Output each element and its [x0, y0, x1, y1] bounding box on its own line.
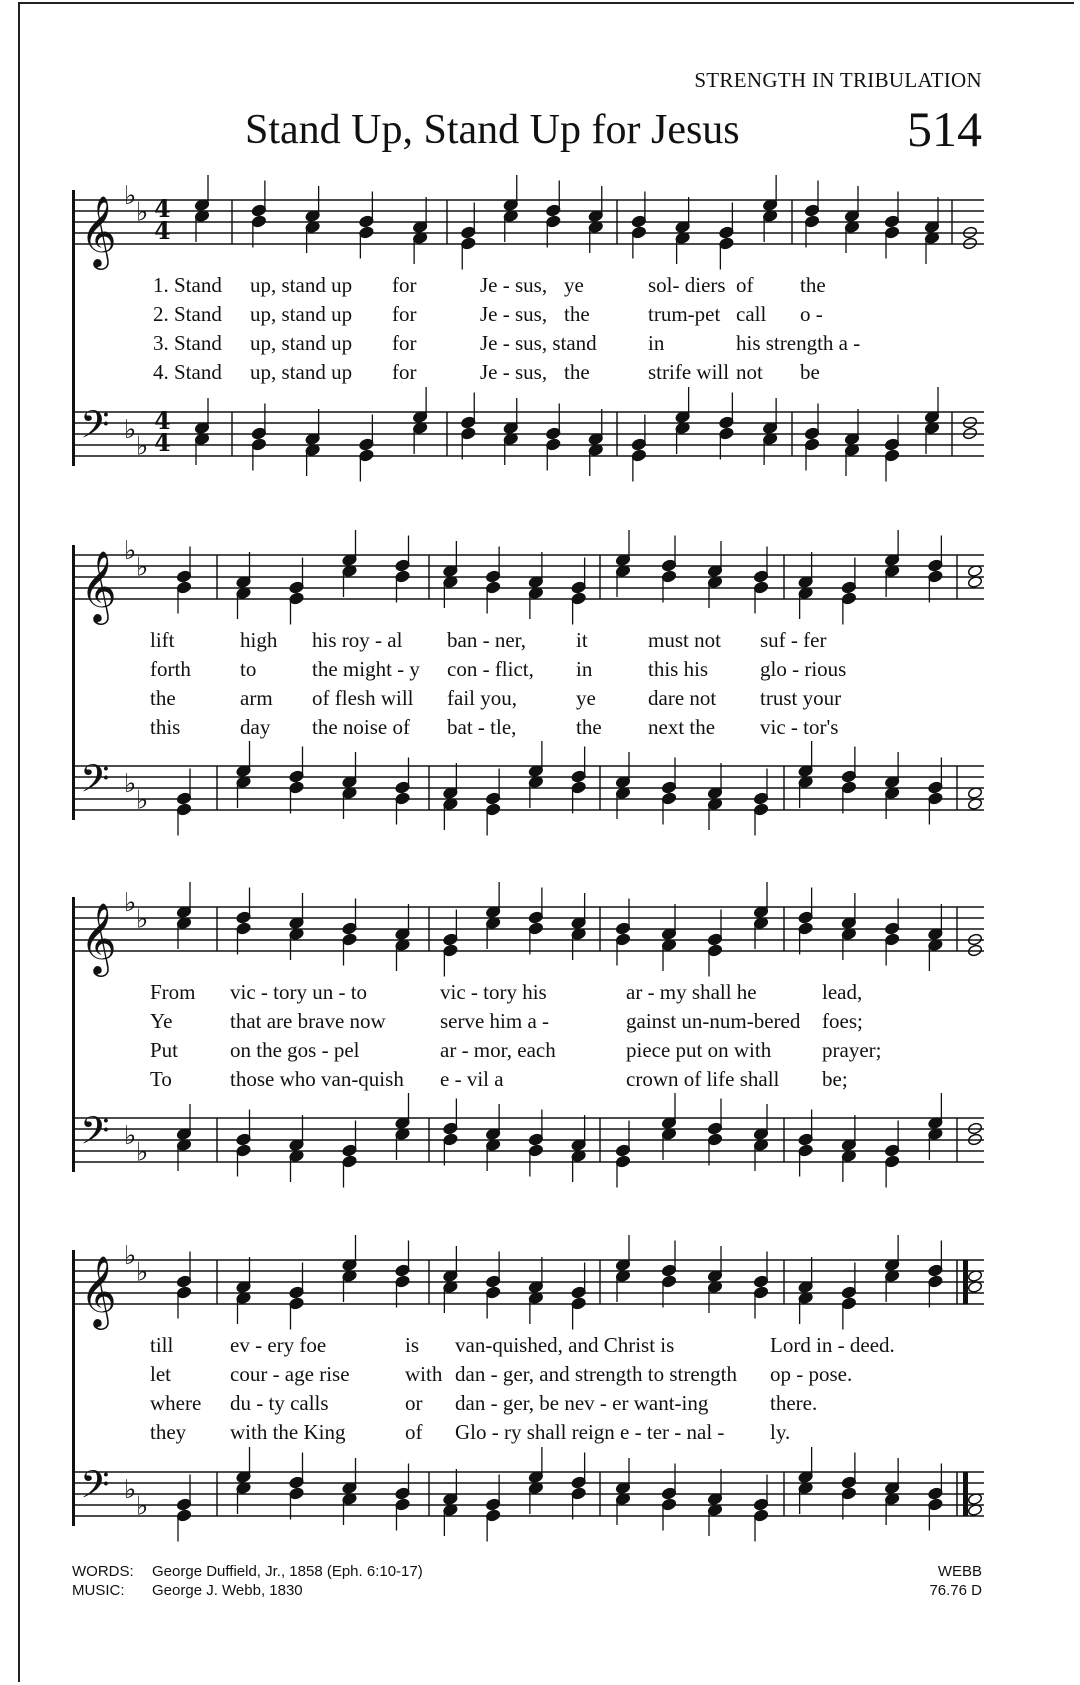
lyric-syllable: con - flict, [447, 657, 534, 681]
lyric-syllable: up, stand up [250, 331, 353, 355]
lyric-syllable: his roy - al [312, 628, 403, 652]
lyric-syllable: where [150, 1391, 202, 1415]
lyric-syllable: lead, [822, 980, 863, 1004]
lyric-syllable: on the gos - pel [230, 1038, 360, 1062]
treble-clef-icon: 𝄞 [80, 194, 117, 267]
lyric-syllable: trust your [760, 686, 842, 710]
lyric-syllable: the [800, 273, 826, 297]
credits-left [72, 1562, 423, 1600]
lyric-syllable: till [150, 1333, 174, 1357]
final-barline [963, 1472, 968, 1516]
lyric-syllable: this his [648, 657, 709, 681]
lyric-syllable: cour - age rise [230, 1362, 350, 1386]
flat-icon: ♭ [136, 1491, 149, 1522]
lyric-syllable: up, stand up [250, 273, 353, 297]
lyric-syllable: suf - fer [760, 628, 827, 652]
treble-clef-icon: 𝄞 [80, 1254, 117, 1327]
flat-icon: ♭ [124, 1241, 137, 1271]
lyric-syllable: To [150, 1067, 172, 1091]
lyric-syllable: must not [648, 628, 721, 652]
lyric-syllable: with the King [230, 1420, 346, 1444]
lyric-syllable: fail you, [447, 686, 517, 710]
lyric-syllable: Put [150, 1038, 179, 1062]
lyric-syllable: ev - ery foe [230, 1333, 327, 1357]
tune-name: WEBB [937, 1563, 982, 1580]
bass-staff [72, 1108, 984, 1172]
lyric-syllable: the [564, 360, 590, 384]
lyric-syllable: Je - sus, [480, 360, 548, 384]
lyric-syllable: in [648, 331, 665, 355]
lyric-syllable: vic - tory un - to [230, 980, 368, 1004]
lyric-syllable: up, stand up [250, 302, 353, 326]
lyric-syllable: 2. Stand [153, 302, 222, 326]
lyric-syllable: there. [770, 1391, 818, 1415]
lyric-syllable: sol- diers [648, 273, 726, 297]
flat-icon: ♭ [136, 431, 149, 462]
flat-icon: ♭ [136, 1257, 149, 1288]
lyric-syllable: 1. Stand [153, 273, 222, 297]
lyric-syllable: op - pose. [770, 1362, 853, 1386]
lyric-syllable: this [150, 715, 181, 739]
bass-staff [72, 756, 984, 820]
bass-staff [72, 1462, 984, 1526]
lyric-syllable: 3. Stand [153, 331, 222, 355]
lyric-syllable: his strength a - [736, 331, 861, 355]
lyric-syllable: dan - ger, be nev - er want-ing [455, 1391, 709, 1415]
lyric-syllable: with [405, 1362, 443, 1386]
lyric-syllable: is [405, 1333, 420, 1357]
lyric-syllable: Glo - ry shall reign e - ter - nal - [455, 1420, 725, 1444]
lyric-syllable: to [240, 657, 257, 681]
lyric-syllable: next the [648, 715, 716, 739]
lyric-syllable: serve him a - [440, 1009, 550, 1033]
time-signature-icon: 4 [154, 428, 171, 457]
lyric-syllable: Ye [150, 1009, 173, 1033]
lyric-syllable: 4. Stand [153, 360, 222, 384]
lyric-syllable: Je - sus, stand [480, 331, 597, 355]
bass-staff [72, 402, 984, 466]
treble-clef-icon: 𝄞 [80, 901, 117, 974]
treble-staff [72, 536, 984, 622]
music-credit [72, 1581, 423, 1600]
lyric-syllable: be; [822, 1067, 848, 1091]
time-signature-icon: 4 [154, 216, 171, 245]
lyric-syllable: vic - tor's [760, 715, 839, 739]
flat-icon: ♭ [136, 197, 149, 228]
bass-clef-icon: 𝄢 [80, 1462, 110, 1516]
treble-staff [72, 1241, 984, 1327]
lyric-syllable: ban - ner, [447, 628, 527, 652]
lyric-syllable: ye [564, 273, 584, 297]
flat-icon: ♭ [124, 536, 137, 566]
final-barline [963, 1260, 968, 1304]
lyric-syllable: van-quished, and Christ is [455, 1333, 675, 1357]
flat-icon: ♭ [124, 1121, 137, 1151]
lyric-syllable: vic - tory his [440, 980, 547, 1004]
lyric-syllable: the [150, 686, 176, 710]
lyric-syllable: those who van-quish [230, 1067, 404, 1091]
lyric-syllable: piece put on with [626, 1038, 772, 1062]
lyric-syllable: for [392, 331, 417, 355]
lyric-syllable: of [736, 273, 754, 297]
lyric-syllable: gainst un-num-bered [626, 1009, 801, 1033]
lyric-syllable: not [736, 360, 763, 384]
lyric-syllable: Je - sus, [480, 273, 548, 297]
lyric-syllable: the might - y [312, 657, 420, 681]
words-credit [72, 1562, 423, 1581]
words-author: George Duffield, Jr., 1858 (Eph. 6:10-17) [152, 1563, 423, 1580]
lyric-syllable: ye [576, 686, 596, 710]
lyric-syllable: ar - my shall he [626, 980, 757, 1004]
flat-icon: ♭ [136, 1137, 149, 1168]
lyric-syllable: they [150, 1420, 187, 1444]
lyric-syllable: be [800, 360, 820, 384]
lyric-syllable: du - ty calls [230, 1391, 329, 1415]
lyric-syllable: the [576, 715, 602, 739]
lyric-syllable: foes; [822, 1009, 863, 1033]
lyric-syllable: up, stand up [250, 360, 353, 384]
time-signature-icon: 4 [154, 194, 171, 223]
section-label: STRENGTH IN TRIBULATION [694, 68, 982, 92]
flat-icon: ♭ [124, 1475, 137, 1505]
lyric-syllable: or [405, 1391, 423, 1415]
lyric-syllable: arm [240, 686, 273, 710]
flat-icon: ♭ [136, 785, 149, 816]
lyric-syllable: for [392, 360, 417, 384]
bass-clef-icon: 𝄢 [80, 402, 110, 456]
time-signature-icon: 4 [154, 406, 171, 435]
lyric-syllable: crown of life shall [626, 1067, 780, 1091]
hymn-title: Stand Up, Stand Up for Jesus [245, 107, 740, 153]
lyric-syllable: of flesh will [312, 686, 414, 710]
lyric-syllable: it [576, 628, 588, 652]
credits-right [929, 1562, 982, 1600]
bass-clef-icon: 𝄢 [80, 1108, 110, 1162]
lyric-syllable: bat - tle, [447, 715, 517, 739]
lyric-syllable: for [392, 273, 417, 297]
lyric-syllable: the noise of [312, 715, 410, 739]
lyric-syllable: prayer; [822, 1038, 882, 1062]
lyric-syllable: Je - sus, [480, 302, 548, 326]
lyric-syllable: ar - mor, each [440, 1038, 556, 1062]
music-label: MUSIC: [72, 1582, 125, 1599]
flat-icon: ♭ [124, 769, 137, 799]
flat-icon: ♭ [136, 904, 149, 935]
lyric-syllable: ly. [770, 1420, 791, 1444]
lyric-syllable: trum-pet [648, 302, 721, 326]
lyric-syllable: strife will [648, 360, 730, 384]
flat-icon: ♭ [124, 181, 137, 211]
lyric-syllable: in [576, 657, 593, 681]
lyric-syllable: that are brave now [230, 1009, 386, 1033]
flat-icon: ♭ [124, 888, 137, 918]
lyric-syllable: lift [150, 628, 175, 652]
treble-clef-icon: 𝄞 [80, 549, 117, 622]
flat-icon: ♭ [124, 415, 137, 445]
lyric-syllable: o - [800, 302, 823, 326]
lyric-syllable: From [150, 980, 196, 1004]
lyric-syllable: for [392, 302, 417, 326]
treble-staff [72, 888, 984, 974]
lyric-syllable: of [405, 1420, 423, 1444]
bass-clef-icon: 𝄢 [80, 756, 110, 810]
lyric-syllable: dare not [648, 686, 717, 710]
lyric-syllable: glo - rious [760, 657, 847, 681]
lyric-syllable: the [564, 302, 590, 326]
treble-staff [72, 181, 984, 267]
hymn-number: 514 [907, 101, 982, 157]
words-label: WORDS: [72, 1563, 134, 1580]
lyric-syllable: e - vil a [440, 1067, 504, 1091]
lyric-syllable: high [240, 628, 278, 652]
lyric-syllable: let [150, 1362, 171, 1386]
lyric-syllable: day [240, 715, 271, 739]
music-composer: George J. Webb, 1830 [152, 1582, 303, 1599]
lyric-syllable: Lord in - deed. [770, 1333, 895, 1357]
meter: 76.76 D [929, 1582, 982, 1599]
lyric-syllable: dan - ger, and strength to strength [455, 1362, 738, 1386]
lyric-syllable: call [736, 302, 767, 326]
flat-icon: ♭ [136, 552, 149, 583]
lyric-syllable: forth [150, 657, 191, 681]
